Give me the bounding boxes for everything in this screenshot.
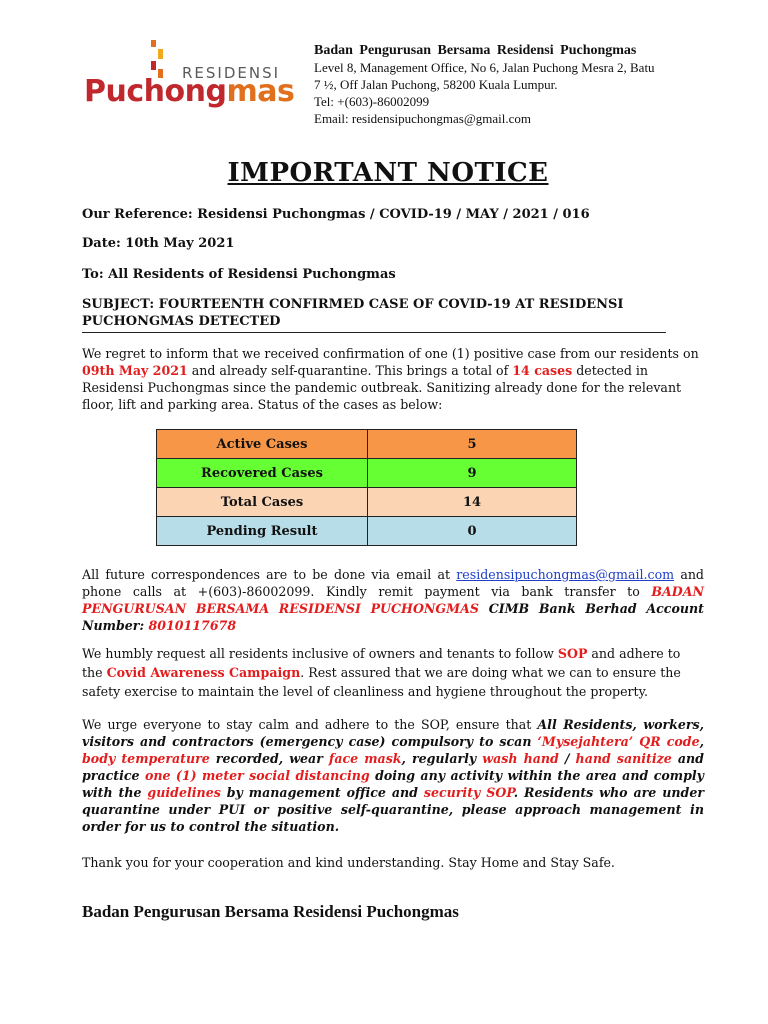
urge-social-distancing: one (1) meter social distancing <box>144 768 370 783</box>
payee-name: BADAN PENGURUSAN BERSAMA RESIDENSI PUCHONGMAS <box>82 584 704 616</box>
urge-hand-sanitize: hand sanitize <box>575 751 672 766</box>
payment-text-1: All future correspondences are to be done via email at <box>82 567 457 582</box>
sop-text-2: and adhere to the <box>82 646 681 680</box>
logo-wordmark <box>84 75 294 109</box>
recipient-line: To: All Residents of Residensi Puchongmas <box>82 267 396 282</box>
subject-line-1: SUBJECT: FOURTEENTH CONFIRMED CASE OF COVID-19 AT RESIDENSI <box>82 297 624 312</box>
email-link[interactable]: residensipuchongmas@gmail.com <box>456 567 675 582</box>
date-line: Date: 10th May 2021 <box>82 236 235 251</box>
intro-paragraph <box>82 345 704 413</box>
urge-bold-8: . Residents who are under quarantine under PUI or positive self-quarantine, please approach management in order for us to control the situation. <box>82 785 704 834</box>
letterhead-org-name: Badan Pengurusan Bersama Residensi Puchongmas <box>314 43 637 58</box>
cases-label: Recovered Cases <box>157 459 368 488</box>
intro-text-3: detected in Residensi Puchongmas since the pandemic outbreak. Sanitizing already done for the relevant floor, lift and parking area. Status of the cases as below: <box>82 363 682 412</box>
cases-row <box>157 488 577 517</box>
urge-comma: , <box>699 734 704 749</box>
cases-value: 14 <box>368 488 577 517</box>
sop-paragraph <box>82 644 704 701</box>
urge-bold-3: , regularly <box>401 751 483 766</box>
urge-bold-1: All Residents, workers, visitors and contractors (emergency case) compulsory to scan <box>82 717 705 749</box>
closing-line: Thank you for your cooperation and kind understanding. Stay Home and Stay Safe. <box>82 855 615 870</box>
urge-guidelines: guidelines <box>147 785 221 800</box>
cases-label: Total Cases <box>157 488 368 517</box>
cases-value: 9 <box>368 459 577 488</box>
urge-bold-5: and practice <box>82 751 704 783</box>
urge-wash-hand: wash hand <box>482 751 559 766</box>
urge-bold-6: doing any activity within the area and comply with the <box>82 768 704 800</box>
letterhead-tel: Tel: +(603)-86002099 <box>314 94 430 109</box>
intro-text-2: and already self-quarantine. This brings a total of <box>187 363 513 378</box>
sop-text-3: . Rest assured that we are doing what we can to ensure the safety exercise to maintain the level of cleanliness and hygiene throughout the property. <box>82 665 681 699</box>
notice-title: IMPORTANT NOTICE <box>227 158 549 188</box>
bank-info: CIMB Bank Berhad Account Number: <box>82 601 704 633</box>
logo-mas-text: mas <box>226 74 295 109</box>
cases-label: Pending Result <box>157 517 368 546</box>
sop-highlight: SOP <box>557 646 588 661</box>
payment-paragraph <box>82 566 704 634</box>
cases-row <box>157 517 577 546</box>
logo-residensi-text: RESIDENSI <box>182 64 281 82</box>
logo-puchong-text: Puchong <box>84 74 227 109</box>
cases-value: 0 <box>368 517 577 546</box>
intro-date-highlight: 09th May 2021 <box>82 363 188 378</box>
subject-heading <box>82 296 666 333</box>
account-number: 8010117678 <box>148 618 237 633</box>
cases-row <box>157 430 577 459</box>
urge-security-sop: security SOP <box>423 785 514 800</box>
cases-status-table <box>156 429 577 546</box>
urge-bold-7: by management office and <box>220 785 424 800</box>
subject-line-2: PUCHONGMAS DETECTED <box>82 314 281 329</box>
urge-text-1: We urge everyone to stay calm and adhere to the SOP, ensure that <box>82 717 538 732</box>
urge-body-temperature: body temperature <box>82 751 210 766</box>
payment-text-2: and phone calls at +(603)-86002099. Kindly remit payment via bank transfer to <box>82 567 704 599</box>
intro-text-1: We regret to inform that we received confirmation of one (1) positive case from our residents on <box>82 346 699 361</box>
urge-slash: / <box>558 751 576 766</box>
letterhead-email: Email: residensipuchongmas@gmail.com <box>314 111 532 126</box>
urge-paragraph <box>82 716 704 835</box>
cases-value: 5 <box>368 430 577 459</box>
sop-text-1: We humbly request all residents inclusive of owners and tenants to follow <box>82 646 558 661</box>
cases-label: Active Cases <box>157 430 368 459</box>
letterhead-address <box>314 42 694 127</box>
letterhead-address-line-2: 7 ½, Off Jalan Puchong, 58200 Kuala Lumpur. <box>314 77 558 92</box>
campaign-highlight: Covid Awareness Campaign <box>106 665 301 680</box>
reference-line: Our Reference: Residensi Puchongmas / COVID-19 / MAY / 2021 / 016 <box>82 207 590 222</box>
letterhead-address-line-1: Level 8, Management Office, No 6, Jalan Puchong Mesra 2, Batu <box>314 60 655 75</box>
urge-bold-2: recorded, wear <box>209 751 329 766</box>
urge-face-mask: face mask <box>328 751 402 766</box>
intro-total-highlight: 14 cases <box>512 363 573 378</box>
signature-org-name: Badan Pengurusan Bersama Residensi Puchongmas <box>82 902 459 921</box>
urge-qr-code: ‘Mysejahtera’ QR code <box>537 734 700 749</box>
cases-row <box>157 459 577 488</box>
residensi-puchongmas-logo <box>84 40 304 110</box>
